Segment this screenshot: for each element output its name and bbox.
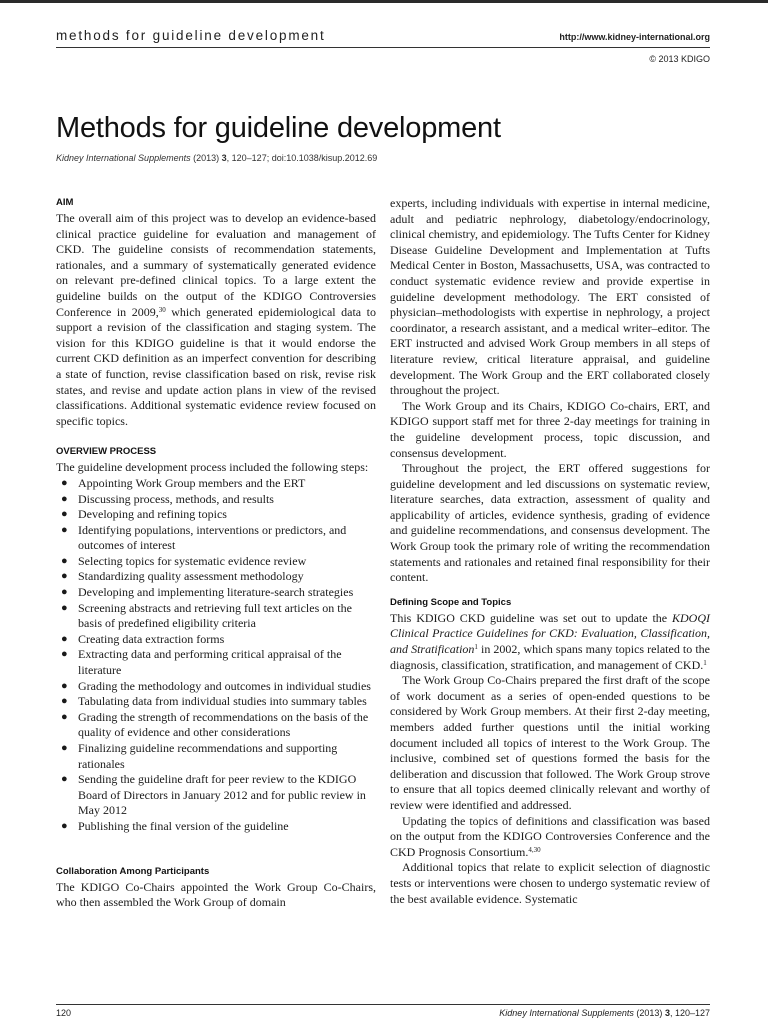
process-step: ● Publishing the final version of the guideline [61, 818, 289, 833]
scope-paragraph-2: The Work Group Co-Chairs prepared the first draft of the scope of work document as a series of open-ended questions to be considered by Work Group members. At their first 2-day meeting, members added further questions until the initial working document included all topics of interest to the Work Group. The inclusive, combined set of questions formed the basis for the deliberation and discussion that followed. The Work Group strove to ensure that all topics deemed clinically relevant and worthy of review were identified and addressed. [390, 673, 710, 812]
reference-30[interactable]: 30 [158, 305, 166, 314]
bullet-icon: ● [61, 679, 68, 692]
bullet-icon: ● [61, 476, 68, 489]
scope-paragraph-3: Updating the topics of definitions and classification was based on the output from the KDIGO Controversies Conference and the CKD Prognosis Consortium.$^{4,30}$ [390, 813, 710, 859]
collaboration-heading: Collaboration Among Participants [56, 865, 210, 877]
collaboration-paragraph-2: The Work Group and its Chairs, KDIGO Co-chairs, ERT, and KDIGO support staff met for three 2-day meetings for training in the guideline development process, topic discussion, and consensus development. [390, 398, 710, 460]
process-step: ● Finalizing guideline recommendations and supporting rationales [61, 741, 338, 771]
reference-4-30[interactable]: 4,30 [528, 845, 541, 854]
bullet-icon: ● [61, 742, 68, 754]
collaboration-paragraph-start: The KDIGO Co-Chairs appointed the Work Group Co-Chairs, who then assembled the Work Group of domain [56, 879, 376, 910]
running-head: methods for guideline development [56, 28, 326, 43]
left-column [56, 196, 376, 911]
reference-1a[interactable]: 1 [474, 643, 478, 652]
process-step: ● Creating data extraction forms [61, 631, 225, 646]
collaboration-paragraph-3: Throughout the project, the ERT offered suggestions for guideline development and led discussions on systematic review, literature searches, data extraction, assessment of quality and applicability of articles, evidence synthesis, grading of evidence and guideline recommendations, and consensus development. The Work Group took the primary role of writing the recommendation statements and rationales and retained final responsibility for their content. [390, 461, 710, 585]
citation-journal: Kidney International Supplements [56, 153, 191, 163]
bullet-icon: ● [61, 632, 68, 645]
process-step: ● Discussing process, methods, and results [61, 491, 274, 506]
overview-intro: The guideline development process included the following steps: [56, 460, 369, 475]
bullet-icon: ● [61, 570, 68, 583]
bullet-icon: ● [61, 492, 68, 505]
bullet-icon: ● [61, 508, 68, 521]
process-step: ● Selecting topics for systematic evidence review [61, 553, 307, 568]
copyright-notice: © 2013 KDIGO [649, 54, 710, 64]
process-step: ● Developing and implementing literature-search strategies [61, 585, 354, 600]
bullet-icon: ● [61, 773, 68, 786]
bullet-icon: ● [61, 601, 68, 614]
process-step: ● Extracting data and performing critical appraisal of the literature [61, 647, 342, 678]
process-step: ● Identifying populations, interventions or predictors, and outcomes of interest [61, 522, 347, 553]
citation-year: (2013) [193, 153, 220, 163]
top-rule [0, 0, 768, 3]
scope-heading: Defining Scope and Topics [390, 596, 512, 608]
scope-paragraph-4: Additional topics that relate to explicit selection of diagnostic tests or interventions were chosen to undergo systematic review of the best available evidence. Systematic [390, 860, 710, 906]
journal-url-link[interactable]: http://www.kidney-international.org [559, 32, 710, 42]
process-step: ● Sending the guideline draft for peer review to the KDIGO Board of Directors in January 2012 and for public review in May 2012 [61, 772, 366, 818]
aim-heading: AIM [56, 197, 74, 208]
bullet-icon: ● [61, 695, 68, 708]
process-step: ● Tabulating data from individual studies into summary tables [61, 694, 367, 709]
scope-paragraph-1: This KDIGO CKD guideline was set out to update the KDOQI Clinical Practice Guidelines for CKD: Evaluation, Classification, and Stratification$^1$ in 2002, which spans many topics related to the diagnosis, classification, stratification, and management of CKD.$^1$ [390, 610, 710, 672]
overview-heading: OVERVIEW PROCESS [56, 446, 157, 458]
bullet-icon: ● [61, 523, 68, 536]
page-number: 120 [56, 1008, 72, 1018]
process-step: ● Screening abstracts and retrieving full text articles on the basis of predefined eligibility criteria [61, 600, 352, 631]
bullet-icon: ● [61, 648, 68, 661]
process-step: ● Developing and refining topics [61, 507, 227, 522]
footer-divider [56, 1004, 710, 1005]
header-divider [56, 47, 710, 48]
process-step: ● Standardizing quality assessment methodology [61, 569, 304, 584]
process-step: ● Grading the methodology and outcomes in individual studies [61, 678, 371, 693]
bullet-icon: ● [61, 819, 68, 832]
article-citation [56, 153, 377, 163]
bullet-icon: ● [61, 586, 68, 599]
citation-pages-doi[interactable]: , 120–127; doi:10.1038/kisup.2012.69 [226, 153, 378, 163]
collaboration-paragraph-cont: experts, including individuals with expertise in internal medicine, adult and pediatric nephrology, diabetology/endocrinology, clinical chemistry, and epidemiology. The Tufts Center for Kidney Disease Guideline Development and Implementation at Tufts Medical Center in Boston, Massachusetts, USA, was contracted to conduct systematic evidence review and provide expertise in guideline development methodology. The ERT consisted of physician–methodologists with expertise in nephrology, a project coordinator, a research assistant, and a medical writer–editor. The ERT instructed and advised Work Group members in all steps of literature review, critical literature appraisal, and guideline development. The Work Group and the ERT collaborated closely throughout the project. [390, 196, 710, 398]
right-column [390, 196, 710, 907]
reference-1b[interactable]: 1 [703, 658, 707, 667]
article-title: Methods for guideline development [56, 112, 501, 144]
footer-citation: Kidney International Supplements (2013) 3, 120–127 [499, 1008, 710, 1018]
citation-volume: 3 [221, 153, 227, 163]
bullet-icon: ● [61, 554, 68, 567]
bullet-icon: ● [61, 710, 68, 723]
process-steps-list [56, 476, 376, 835]
aim-paragraph: The overall aim of this project was to develop an evidence-based clinical practice guideline for evaluation and management of CKD. The guideline consists of recommendation statements, rationales, and a summary of systematically generated evidence on relevant pre-defined clinical topics. To a large extent the guideline builds on the output of the KDIGO Controversies Conference in 2009,30 which generated epidemiological data to support a revision of the classification and staging system. The vision for this KDIGO guideline is that it would endorse the current CKD definition as an imperfect convention for describing a state of function, revise classification based on risk, revise risk states, and revise and update action plans in view of the revised classifications. Additional systematic evidence review focused on specific topics. [56, 211, 376, 428]
process-step: ● Appointing Work Group members and the ERT [61, 475, 306, 490]
kdoqi-guideline-title: KDOQI Clinical Practice Guidelines for CKD: Evaluation, Classification, and Stratification [390, 610, 710, 657]
process-step: ● Grading the strength of recommendations on the basis of the quality of evidence and other considerations [61, 709, 369, 740]
